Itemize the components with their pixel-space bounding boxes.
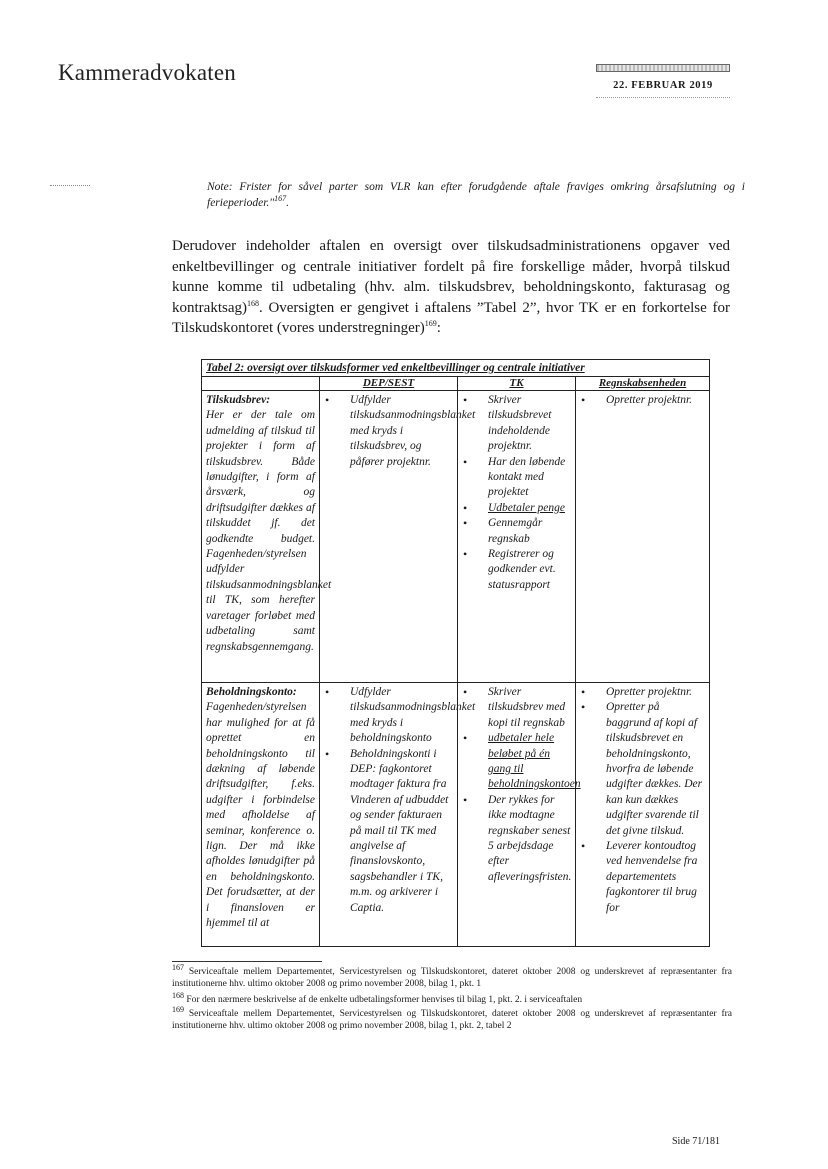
header-cell bbox=[202, 377, 320, 391]
date-underline bbox=[596, 97, 730, 98]
header-cell: DEP/SEST bbox=[320, 377, 458, 391]
list-item: • Skriver tilskudsbrev med kopi til regnskab bbox=[458, 685, 573, 731]
list-item: • Opretter projektnr. bbox=[576, 393, 707, 408]
list-item: • Udfylder tilskudsanmodningsblanket med kryds i beholdningskonto bbox=[320, 685, 455, 747]
footnote-number: 169 bbox=[172, 1004, 184, 1014]
footnote-ref: 167 bbox=[274, 193, 287, 203]
list-item bbox=[458, 501, 573, 516]
list-item: • Gennemgår regnskab bbox=[458, 516, 573, 547]
tk-cell bbox=[458, 391, 576, 683]
list-item: • Har den løbende kontakt med projektet bbox=[458, 455, 573, 501]
row-description: Fagenheden/styrelsen har mulighed for at få oprettet en beholdningskonto til dækning af løbende driftsudgifter, f.eks. udgifter i forbindelse med afholdelse af seminar, konference o. lign. Der må ikke afholdes lønudgifter på en beholdningskonto. Det forudsætter, at der i finansloven er hjemmel til at bbox=[206, 701, 315, 930]
dep-cell bbox=[320, 683, 476, 947]
overview-table bbox=[201, 359, 710, 947]
list-item: • Skriver tilskudsbrevet indeholdende projektnr. bbox=[458, 393, 573, 455]
row-description: Her er der tale om udmelding af tilskud til projekter i form af tilskudsbrev. Både lønudgifter, i form af årsværk, og driftsudgifter dækkes af tilskuddet jf. det godkendte budget. Fagenheden/styrelsen udfylder tilskudsanmodningsblanket til TK, som herefter varetager forløbet med udbetaling samt regnskabsgennemgang. bbox=[206, 409, 332, 653]
logo: Kammeradvokaten bbox=[58, 60, 236, 85]
dep-cell bbox=[320, 391, 476, 683]
list-item: • Leverer kontoudtog ved henvendelse fra departementets fagkontorer til brug for bbox=[576, 839, 707, 916]
document-date: 22. FEBRUAR 2019 bbox=[613, 80, 713, 91]
footnote-separator bbox=[172, 961, 322, 962]
row-title: Beholdningskonto: bbox=[206, 686, 297, 698]
footnote-text: Serviceaftale mellem Departementet, Servicestyrelsen og Tilskudskontoret, dateret oktober 2008 og underskrevet af repræsentanter fra institutionerne hhv. ultimo oktober 2008 og primo november 2008, bilag 1, pkt. 2, tabel 2 bbox=[172, 1009, 732, 1031]
regn-cell bbox=[576, 391, 710, 683]
body-text: : bbox=[436, 320, 441, 336]
footnote bbox=[172, 990, 732, 1006]
note-quote: Note: Frister for såvel parter som VLR kan efter forudgående aftale fraviges omkring årsafslutning og i ferieperioder."$^{167}$. bbox=[207, 181, 745, 209]
table-row bbox=[202, 683, 710, 947]
list-item: • Der rykkes for ikke modtagne regnskaber senest 5 arbejdsdage efter afleveringsfristen. bbox=[458, 793, 573, 885]
date-box bbox=[596, 64, 730, 98]
row-title: Tilskudsbrev: bbox=[206, 394, 271, 406]
list-item: • Beholdningskonti i DEP: fagkontoret modtager faktura fra Vinderen af udbuddet og sender fakturaen på mail til TK med angivelse af finanslovskonto, sagsbehandler i TK, m.m. og arkiverer i Captia. bbox=[320, 747, 455, 916]
header-cell: TK bbox=[458, 377, 576, 391]
tk-cell bbox=[458, 683, 581, 947]
list-item: • Opretter på baggrund af kopi af tilskudsbrevet en beholdningskonto, hvorfra de løbende udgifter dækkes. Der kan kun dækkes udgifter svarende til det givne tilskud. bbox=[576, 700, 707, 839]
footnote-number: 168 bbox=[172, 990, 184, 1000]
row-label-cell bbox=[202, 391, 332, 683]
footnote-ref: 168 bbox=[246, 298, 259, 308]
footnote-ref: 169 bbox=[424, 319, 437, 328]
date-bar bbox=[596, 64, 730, 72]
list-item: • Registrerer og godkender evt. statusrapport bbox=[458, 547, 573, 593]
footnote-number: 167 bbox=[172, 962, 184, 972]
header-cell: Regnskabsenheden bbox=[576, 377, 710, 391]
table-row bbox=[202, 391, 710, 683]
footnote-text: For den nærmere beskrivelse af de enkelte udbetalingsformer henvises til bilag 1, pkt. 2. i serviceaftalen bbox=[186, 995, 583, 1005]
underlined-text: udbetaler hele beløbet på én gang til beholdningskontoen bbox=[488, 732, 581, 791]
table-caption: Tabel 2: oversigt over tilskudsformer ved enkeltbevillinger og centrale initiativer bbox=[202, 360, 710, 377]
underlined-text: Udbetaler penge bbox=[488, 501, 565, 514]
body-text: Derudover indeholder aftalen en oversigt over tilskudsadministrationens opgaver ved enkeltbevillinger og centrale initiativer fordelt på fire forskellige måder, hvorpå tilskud kunne komme til udbetaling (hhv. alm. tilskudsbrev, beholdningskonto, fakturasag og kontraktsag) bbox=[172, 238, 730, 316]
margin-marker bbox=[50, 185, 90, 186]
body-paragraph bbox=[172, 236, 730, 339]
list-item: • Opretter projektnr. bbox=[576, 685, 707, 700]
regn-cell bbox=[576, 683, 710, 947]
row-label-cell bbox=[202, 683, 320, 947]
footnote-text: Serviceaftale mellem Departementet, Servicestyrelsen og Tilskudskontoret, dateret oktober 2008 og underskrevet af repræsentanter fra institutionerne hhv. ultimo oktober 2008 og primo november 2008, bilag 1, pkt. 1 bbox=[172, 967, 732, 989]
note-text: Note: Frister for såvel parter som VLR kan efter forudgående aftale fraviges omkring årsafslutning og i ferieperioder." bbox=[207, 181, 745, 209]
page-number: Side 71/181 bbox=[672, 1136, 721, 1147]
list-item: • Udfylder tilskudsanmodningsblanket med kryds i tilskudsbrev, og påfører projektnr. bbox=[320, 393, 455, 470]
body-text: . Oversigten er gengivet i aftalens ”Tabel 2”, hvor TK er en forkortelse for Tilskudskontoret (vores understregninger) bbox=[172, 299, 730, 336]
footnote bbox=[172, 962, 732, 990]
list-item bbox=[458, 731, 581, 793]
footnote bbox=[172, 1004, 732, 1032]
